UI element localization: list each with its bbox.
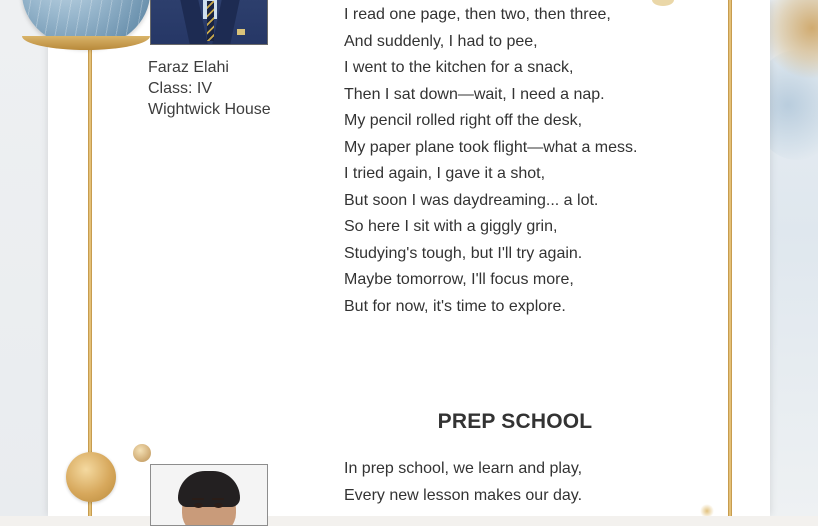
poem-line: But soon I was daydreaming... a lot.: [344, 191, 599, 209]
eyebrow: [212, 498, 224, 500]
poem-line: Maybe tomorrow, I'll focus more,: [344, 271, 574, 288]
student-caption: [148, 57, 271, 120]
gold-splash-decoration: [770, 0, 818, 85]
eye: [194, 503, 203, 508]
blazer-badge: [237, 29, 245, 35]
poem-line: Studying's tough, but I'll try again.: [344, 244, 583, 262]
poem-line: I read one page, then two, then three,: [344, 6, 611, 23]
poem-line: Every new lesson makes our day.: [344, 486, 583, 504]
student-photo-top: [150, 0, 268, 45]
poem-line: I went to the kitchen for a snack,: [344, 59, 574, 76]
gold-glitter-circle-large: [66, 452, 116, 502]
poem-line: So here I sit with a giggly grin,: [344, 218, 558, 235]
eye: [214, 503, 223, 508]
hair: [178, 471, 240, 507]
gold-glitter-circle-small: [133, 444, 151, 462]
poem-line: In prep school, we learn and play,: [344, 460, 583, 477]
poem-line: But for now, it's time to explore.: [344, 297, 566, 315]
striped-tie: [207, 1, 214, 41]
section-title: PREP SCHOOL: [437, 410, 593, 433]
student-name: Faraz Elahi: [148, 59, 229, 76]
poem-line: I tried again, I gave it a shot,: [344, 165, 546, 182]
poem-prep-school: [344, 456, 582, 509]
poem-top: [344, 2, 637, 320]
gold-vertical-rule-right: [728, 0, 732, 516]
poem-line: And suddenly, I had to pee,: [344, 32, 538, 50]
student-house: Wightwick House: [148, 101, 271, 118]
gold-vertical-rule-left: [88, 0, 92, 516]
eyebrow: [192, 498, 204, 500]
poem-line: My pencil rolled right off the desk,: [344, 112, 583, 129]
student-photo-bottom: [150, 464, 268, 526]
left-margin-strip: [0, 0, 48, 516]
student-class: Class: IV: [148, 80, 213, 97]
poem-line: Then I sat down—wait, I need a nap.: [344, 85, 605, 103]
poem-line: My paper plane took flight—what a mess.: [344, 138, 638, 156]
gold-fleck: [700, 504, 714, 516]
